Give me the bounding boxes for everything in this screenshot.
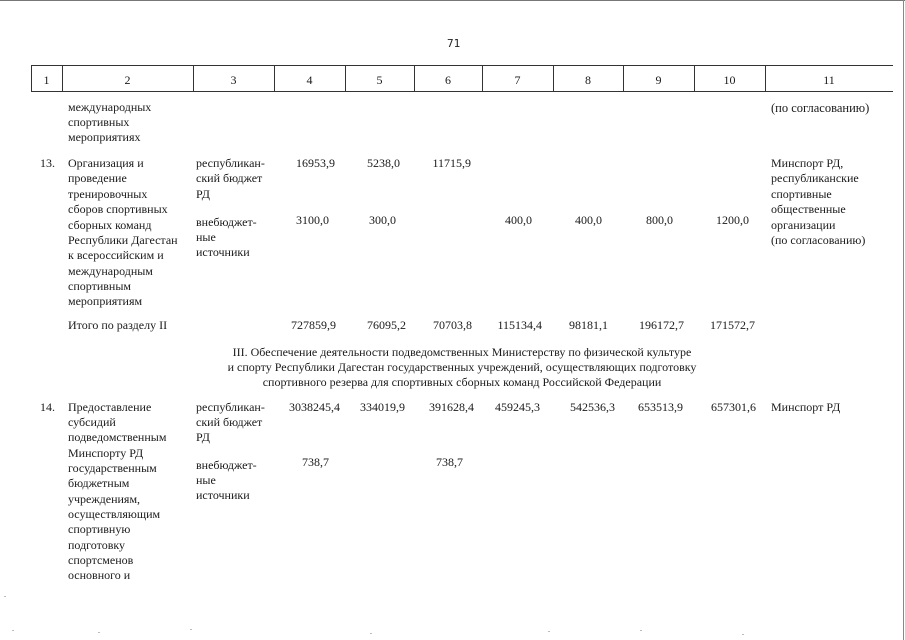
row14-name-line: субсидий <box>68 415 116 429</box>
row13-source-extra-line: внебюджет- <box>196 215 257 229</box>
row14-extra-col6: 738,7 <box>436 455 463 469</box>
row13-executor-line: республиканские <box>771 171 859 185</box>
row13-name-line: к всероссийским и <box>68 248 164 262</box>
row-number: 13. <box>40 156 55 170</box>
scan-speck <box>4 596 6 597</box>
row13-extra-col8: 400,0 <box>575 213 602 227</box>
header-bottom-border <box>31 91 893 92</box>
row14-extra-col4: 738,7 <box>302 455 329 469</box>
scan-speck <box>640 630 642 631</box>
row14-budget-col7: 459245,3 <box>495 400 540 414</box>
page-top-edge <box>0 0 905 1</box>
row14-name-line: государственным <box>68 461 157 475</box>
row14-name-line: бюджетным <box>68 476 130 490</box>
row14-name-line: Минспорту РД <box>68 446 144 460</box>
row13-name-line: сборов спортивных <box>68 202 168 216</box>
continuation-name-line: международных <box>68 100 152 114</box>
column-header: 6 <box>445 73 451 87</box>
row13-name-line: тренировочных <box>68 187 148 201</box>
row14-source-extra-line: источники <box>196 488 250 502</box>
row-number: 14. <box>40 400 55 414</box>
scan-speck <box>370 633 372 634</box>
row13-executor-line: общественные <box>771 202 846 216</box>
row14-name-line: подведомственным <box>68 430 167 444</box>
row13-name-line: мероприятиям <box>68 294 143 308</box>
row13-source-budget-line: ский бюджет <box>196 171 263 185</box>
row14-executor: Минспорт РД <box>771 400 841 414</box>
section-heading-line: спортивного резерва для спортивных сборных команд Российской Федерации <box>262 375 662 389</box>
row14-name-line: осуществляющим <box>68 507 161 521</box>
row14-budget-col10: 657301,6 <box>711 400 756 414</box>
row14-source-budget-line: республикан- <box>196 400 265 414</box>
row13-name-line: Организация и <box>68 156 144 170</box>
row13-budget-col6: 11715,9 <box>432 156 471 170</box>
row14-source-budget-line: РД <box>196 430 210 444</box>
row13-extra-col5: 300,0 <box>369 213 396 227</box>
total-col6: 70703,8 <box>433 318 472 332</box>
row13-name-line: Республики Дагестан <box>68 233 178 247</box>
page-right-edge <box>903 0 904 640</box>
column-header: 11 <box>823 73 835 87</box>
column-header: 3 <box>230 73 237 87</box>
row13-executor-line: Минспорт РД, <box>771 156 844 170</box>
row13-name-line: сборных команд <box>68 218 152 232</box>
row13-extra-col4: 3100,0 <box>296 213 329 227</box>
row13-name-line: проведение <box>68 171 127 185</box>
row14-name-line: учреждениям, <box>68 492 141 506</box>
row13-source-extra-line: источники <box>196 245 250 259</box>
row14-budget-col5: 334019,9 <box>360 400 405 414</box>
scan-speck <box>548 631 550 632</box>
column-header: 9 <box>655 73 662 87</box>
column-header: 2 <box>124 73 131 87</box>
row14-budget-col6: 391628,4 <box>429 400 474 414</box>
row14-name-line: спортсменов <box>68 553 134 567</box>
total-label: Итого по разделу II <box>68 318 168 332</box>
row14-budget-col4: 3038245,4 <box>289 400 340 414</box>
continuation-executor: (по согласованию) <box>771 101 870 115</box>
header-top-border <box>31 65 893 66</box>
scan-speck <box>742 634 744 635</box>
row14-name-line: основного и <box>68 568 131 582</box>
total-col8: 98181,1 <box>569 318 608 332</box>
row13-source-budget-line: РД <box>196 187 210 201</box>
total-col5: 76095,2 <box>367 318 406 332</box>
row13-executor-line: спортивные <box>771 187 832 201</box>
section-heading-line: III. Обеспечение деятельности подведомственных Министерству по физической культуре <box>232 345 692 359</box>
continuation-name-line: спортивных <box>68 115 130 129</box>
column-header: 4 <box>306 73 313 87</box>
row13-budget-col5: 5238,0 <box>367 156 400 170</box>
row14-source-budget-line: ский бюджет <box>196 415 263 429</box>
row14-name-line: спортивную <box>68 522 131 536</box>
row13-executor-line: организации <box>771 218 836 232</box>
row13-source-extra-line: ные <box>196 230 216 244</box>
row13-extra-col10: 1200,0 <box>716 213 749 227</box>
total-col10: 171572,7 <box>710 318 755 332</box>
row14-name-line: подготовку <box>68 538 126 552</box>
total-col4: 727859,9 <box>291 318 336 332</box>
row14-budget-col9: 653513,9 <box>638 400 683 414</box>
row14-budget-col8: 542536,3 <box>570 400 615 414</box>
total-col7: 115134,4 <box>497 318 542 332</box>
column-header: 1 <box>43 73 50 87</box>
row13-extra-col7: 400,0 <box>505 213 532 227</box>
row13-source-budget-line: республикан- <box>196 156 265 170</box>
scan-speck <box>12 630 14 631</box>
row13-name-line: международным <box>68 264 153 278</box>
column-header: 7 <box>514 73 521 87</box>
total-col9: 196172,7 <box>639 318 684 332</box>
column-header: 8 <box>585 73 591 87</box>
row13-extra-col9: 800,0 <box>646 213 673 227</box>
column-header: 10 <box>723 73 736 87</box>
continuation-name-line: мероприятиях <box>68 130 141 144</box>
scan-speck <box>190 629 192 630</box>
column-header: 5 <box>376 73 383 87</box>
scan-speck <box>98 632 100 633</box>
row14-source-extra-line: ные <box>196 473 216 487</box>
row14-source-extra-line: внебюджет- <box>196 458 257 472</box>
row13-executor-line: (по согласованию) <box>771 233 866 247</box>
row14-name-line: Предоставление <box>68 400 152 414</box>
row13-name-line: спортивным <box>68 279 131 293</box>
section-heading-line: и спорту Республики Дагестан государственных учреждений, осуществляющих подготовку <box>227 360 697 374</box>
page-number: 71 <box>447 37 461 50</box>
row13-budget-col4: 16953,9 <box>296 156 335 170</box>
